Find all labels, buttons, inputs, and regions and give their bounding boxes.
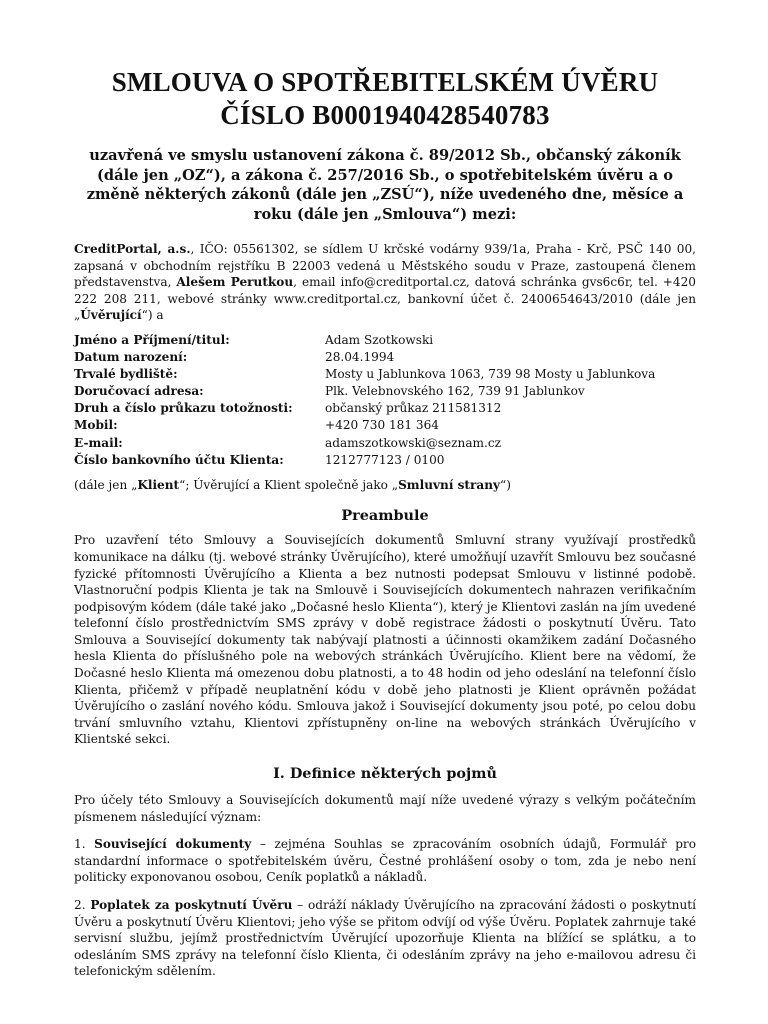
definition-term: Poplatek za poskytnutí Úvěru bbox=[90, 898, 293, 912]
client-field-value: občanský průkaz 211581312 bbox=[325, 401, 502, 416]
parties-term: Smluvní strany bbox=[398, 477, 501, 492]
definition-number: 1. bbox=[74, 837, 95, 852]
creditor-details-c: “) a bbox=[141, 308, 164, 323]
client-row bbox=[74, 435, 696, 452]
creditor-representative: Alešem Perutkou bbox=[176, 275, 294, 290]
creditor-paragraph bbox=[74, 241, 696, 324]
definition-text: – odráží náklady Úvěrujícího na zpracování žádosti o poskytnutí Úvěru a poskytnutí Úvěru Klientovi; jeho výše se přitom odvíjí od výše Úvěru. Poplatek zahrnuje také servisní službu, jejímž prostřednictvím Úvěrující upozorňuje Klienta na blížící se splátku, a to odesláním SMS zprávy na telefonní číslo Klienta, či odesláním zprávy na jeho e-mailovou adresu či telefonickým sdělením. bbox=[74, 898, 696, 979]
definition-number: 2. bbox=[74, 898, 91, 912]
client-field-value: 1212777123 / 0100 bbox=[325, 452, 445, 467]
client-field-value: Plk. Velebnovského 162, 739 91 Jablunkov bbox=[325, 384, 585, 399]
client-field-label: E-mail: bbox=[74, 435, 123, 450]
client-row bbox=[74, 417, 696, 434]
client-definition bbox=[74, 477, 696, 494]
client-def-a: (dále jen „ bbox=[74, 477, 138, 492]
client-row bbox=[74, 366, 696, 383]
definition-text: – zejména Souhlas se zpracováním osobních údajů, Formulář pro standardní informace o spotřebitelském úvěru, Čestné prohlášení osoby o tom, zda je nebo není politicky exponovanou osobou, Ceník poplatků a nákladů. bbox=[74, 837, 696, 885]
contract-subtitle: uzavřená ve smyslu ustanovení zákona č. 89/2012 Sb., občanský zákoník (dále jen „OZ“), a zákona č. 257/2016 Sb., o spotřebitelském úvěru a o změně některých zákonů (dále jen „ZSÚ“), níže uvedeného dne, měsíce a roku (dále jen „Smlouva“) mezi: bbox=[86, 147, 684, 223]
client-def-c: “) bbox=[500, 477, 511, 492]
client-field-value: +420 730 181 364 bbox=[325, 418, 439, 433]
client-field-label: Číslo bankovního účtu Klienta: bbox=[74, 452, 284, 467]
client-row bbox=[74, 452, 696, 469]
definition-term: Související dokumenty bbox=[94, 837, 252, 852]
preamble-text: Pro uzavření této Smlouvy a Souvisejících dokumentů Smluvní strany využívají prostředků komunikace na dálku (tj. webové stránky Úvěrujícího), které umožňují uzavřít Smlouvu bez současné fyzické přítomnosti Úvěrujícího a Klienta a bez nutnosti podepsat Smlouvu v listinné podobě. Vlastnoruční podpis Klienta je tak na Smlouvě i Souvisejících dokumentech nahrazen verifikačním podpisovým kódem (dále také jako „Dočasné heslo Klienta“), který je Klientovi zaslán na jím uvedené telefonní číslo prostřednictvím SMS zprávy v době registrace žádosti o poskytnutí Úvěru. Tato Smlouva a Související dokumenty tak nabývají platnosti a účinnosti okamžikem zadání Dočasného hesla Klienta do příslušného pole na webových stránkách Úvěrujícího. Klient bere na vědomí, že Dočasné heslo Klienta má omezenou dobu platnosti, a to 48 hodin od jeho odeslání na telefonní číslo Klienta, přičemž v případě neuplatnění kódu v době jeho platnosti je Klient oprávněn požádat Úvěrujícího o zaslání nového kódu. Smlouva jakož i Související dokumenty jsou poté, po celou dobu trvání smluvního vztahu, Klientovi zpřístupněny on-line na webových stránkách Úvěrujícího v Klientské sekci. bbox=[74, 533, 696, 747]
client-field-label: Mobil: bbox=[74, 418, 118, 433]
client-row bbox=[74, 400, 696, 417]
client-field-label: Jméno a Příjmení/titul: bbox=[74, 332, 230, 347]
creditor-details-b: , email info@creditportal.cz, datová schránka gvs6c6r, tel. +420 222 208 211, webové stránky www.creditportal.cz, bankovní účet č. 2400654643/2010 (dále jen „ bbox=[74, 275, 697, 323]
client-field-label: Doručovací adresa: bbox=[74, 384, 204, 399]
creditor-alias: Úvěrující bbox=[80, 308, 142, 323]
preamble-heading: Preambule bbox=[341, 507, 429, 525]
title-line-2: ČÍSLO B0001940428540783 bbox=[220, 100, 550, 130]
client-term: Klient bbox=[137, 477, 180, 492]
client-field-value: 28.04.1994 bbox=[325, 350, 395, 365]
definitions-intro: Pro účely této Smlouvy a Souvisejících dokumentů mají níže uvedené výrazy s velkým počátečním písmenem následující význam: bbox=[74, 793, 696, 824]
client-field-label: Druh a číslo průkazu totožnosti: bbox=[74, 401, 293, 416]
creditor-details-a: , IČO: 05561302, se sídlem U krčské vodárny 939/1a, Praha - Krč, PSČ 140 00, zapsaná v obchodním rejstříku B 22003 vedená u Městského soudu v Praze, zastoupená členem představenstva, bbox=[74, 242, 696, 290]
client-details-table bbox=[74, 332, 696, 469]
definitions-heading: I. Definice některých pojmů bbox=[273, 765, 497, 783]
definition-item-1 bbox=[74, 836, 696, 886]
definition-item-2 bbox=[74, 897, 696, 980]
client-row bbox=[74, 332, 696, 349]
title-line-1: SMLOUVA O SPOTŘEBITELSKÉM ÚVĚRU bbox=[111, 67, 659, 97]
client-def-b: “; Úvěrující a Klient společně jako „ bbox=[179, 477, 399, 492]
creditor-name: CreditPortal, a.s. bbox=[74, 242, 191, 256]
client-field-value: Mosty u Jablunkova 1063, 739 98 Mosty u Jablunkova bbox=[325, 367, 656, 382]
client-field-value: Adam Szotkowski bbox=[325, 332, 434, 347]
contract-title bbox=[74, 66, 696, 132]
client-field-value: adamszotkowski@seznam.cz bbox=[325, 435, 501, 450]
client-field-label: Trvalé bydliště: bbox=[74, 367, 178, 382]
contract-document bbox=[74, 66, 696, 980]
client-row bbox=[74, 349, 696, 366]
client-row bbox=[74, 383, 696, 400]
client-field-label: Datum narození: bbox=[74, 350, 188, 365]
